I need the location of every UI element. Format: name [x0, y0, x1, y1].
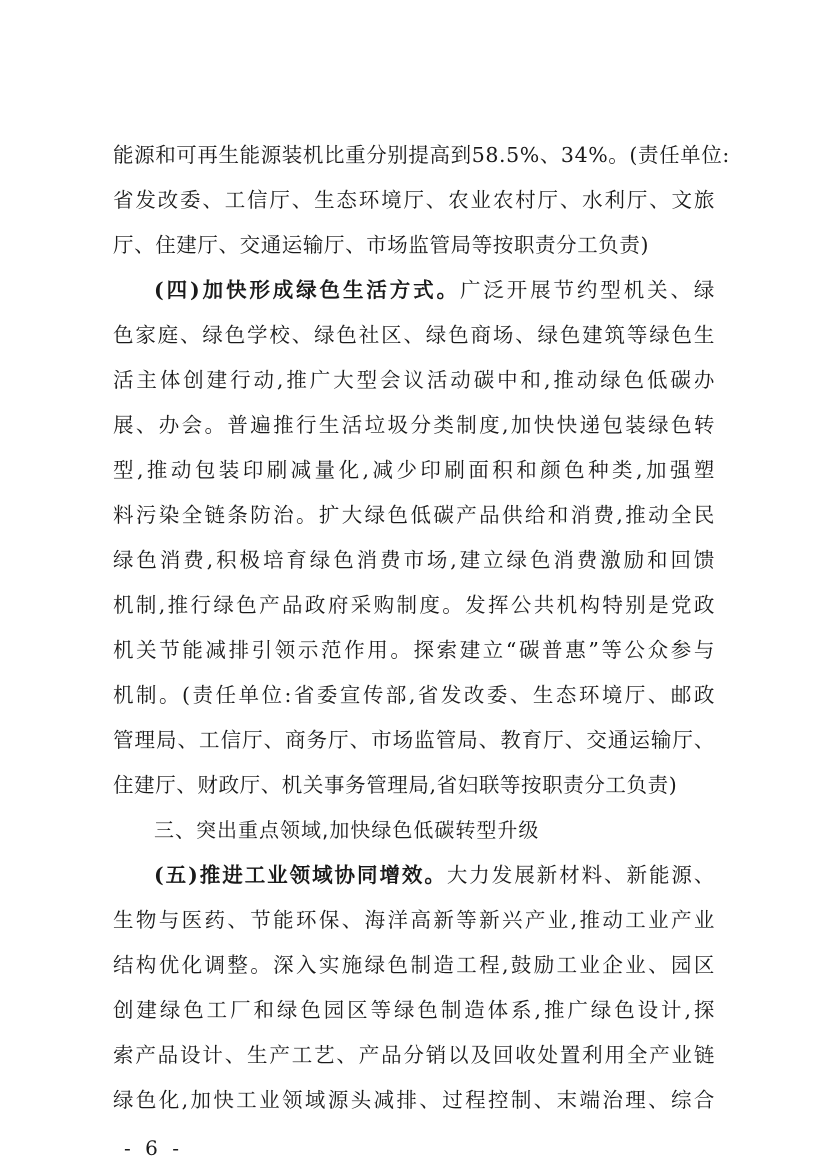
- paragraph-line: 省发改委、工信厅、生态环境厅、农业农村厅、水利厅、文旅: [113, 188, 715, 212]
- paragraph-line: 能源和可再生能源装机比重分别提高到58.5%、34%。(责任单位:: [113, 143, 730, 167]
- paragraph-line: 活主体创建行动,推广大型会议活动碳中和,推动绿色低碳办: [113, 368, 715, 392]
- section-three-heading: 三、突出重点领域,加快绿色低碳转型升级: [154, 818, 540, 842]
- paragraph-line: 展、办会。普遍推行生活垃圾分类制度,加快快递包装绿色转: [113, 413, 715, 437]
- paragraph-line: 型,推动包装印刷减量化,减少印刷面积和颜色种类,加强塑: [113, 458, 715, 482]
- section-five-heading-line: (五)推进工业领域协同增效。大力发展新材料、新能源、: [154, 863, 715, 887]
- paragraph-line: 机关节能减排引领示范作用。探索建立“碳普惠”等公众参与: [113, 638, 715, 662]
- paragraph-line: 色家庭、绿色学校、绿色社区、绿色商场、绿色建筑等绿色生: [113, 323, 715, 347]
- section-four-title: (四)加快形成绿色生活方式。: [154, 278, 460, 302]
- paragraph-line: 创建绿色工厂和绿色园区等绿色制造体系,推广绿色设计,探: [113, 998, 715, 1022]
- paragraph-line: 绿色消费,积极培育绿色消费市场,建立绿色消费激励和回馈: [113, 548, 715, 572]
- paragraph-line: 住建厅、财政厅、机关事务管理局,省妇联等按职责分工负责): [113, 773, 678, 797]
- paragraph-line: 机制。(责任单位:省委宣传部,省发改委、生态环境厅、邮政: [113, 683, 715, 707]
- paragraph-line: 索产品设计、生产工艺、产品分销以及回收处置利用全产业链: [113, 1043, 715, 1067]
- section-five-title: (五)推进工业领域协同增效。: [154, 863, 447, 887]
- paragraph-line: 管理局、工信厅、商务厅、市场监管局、教育厅、交通运输厅、: [113, 728, 715, 752]
- section-four-heading-line: (四)加快形成绿色生活方式。广泛开展节约型机关、绿: [154, 278, 715, 302]
- paragraph-line: 生物与医药、节能环保、海洋高新等新兴产业,推动工业产业: [113, 908, 715, 932]
- paragraph-line: 料污染全链条防治。扩大绿色低碳产品供给和消费,推动全民: [113, 503, 715, 527]
- paragraph-line: 机制,推行绿色产品政府采购制度。发挥公共机构特别是党政: [113, 593, 715, 617]
- page-number: - 6 -: [124, 1136, 183, 1160]
- paragraph-line: 绿色化,加快工业领域源头减排、过程控制、末端治理、综合: [113, 1088, 715, 1112]
- paragraph-line: 结构优化调整。深入实施绿色制造工程,鼓励工业企业、园区: [113, 953, 715, 977]
- paragraph-line: 厅、住建厅、交通运输厅、市场监管局等按职责分工负责): [113, 233, 650, 257]
